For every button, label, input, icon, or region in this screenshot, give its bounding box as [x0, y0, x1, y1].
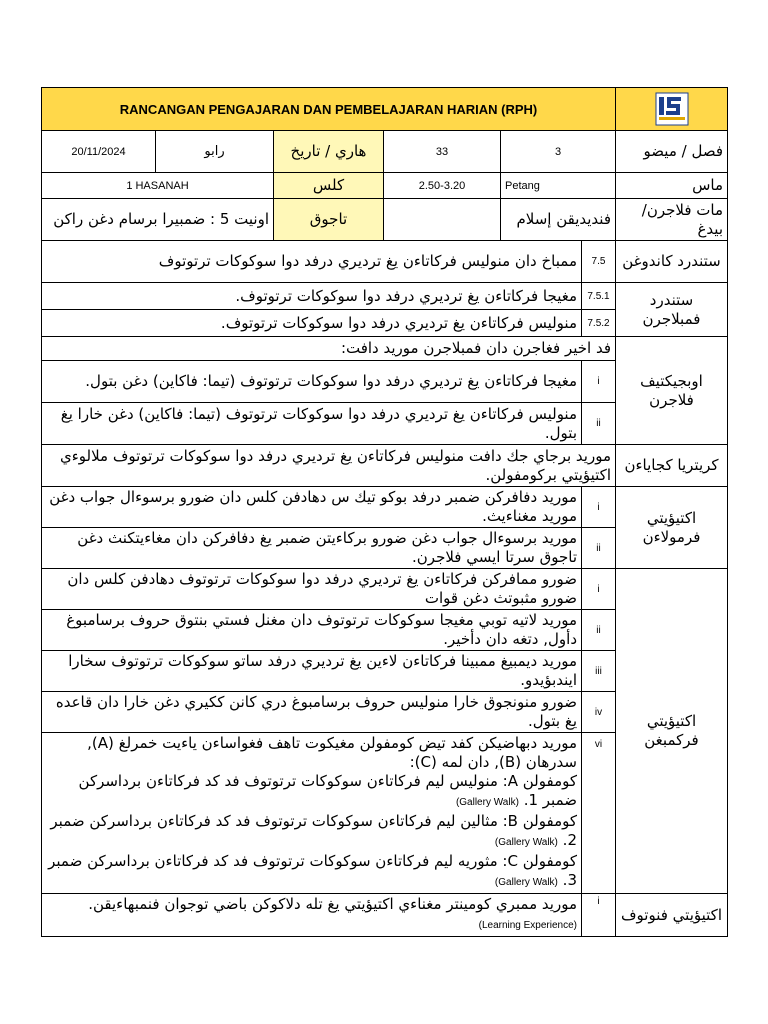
module-value: 3 [501, 131, 616, 173]
group-c [46, 852, 577, 892]
group-a-text: كومفولن A: منوليس ليم فركاتاءن سوكوكات ترتوتوف فد كد فركاتاءن برداسركن ضمبر 1. [78, 772, 577, 809]
class-row [42, 173, 728, 199]
main-activity-code: ii [582, 610, 616, 651]
group-activity-intro: موريد دبهاضيكن كفد تيض كومفولن مغيكوت تاهف فغواساءن ياءيت خمرلغ (A), سدرهان (B), دان لمه (C): [87, 734, 577, 771]
objective-code: i [582, 361, 616, 403]
objective-code: ii [582, 403, 616, 445]
title-row [42, 88, 728, 131]
learning-standard-label: ستندرد فمبلاجرن [616, 283, 728, 337]
group-a-note: (Gallery Walk) [455, 797, 519, 808]
main-activity-text: موريد ديمبيغ ممبينا فركاتاءن لاءين يغ ترديري درفد ساتو سوكوكات ترتوتوف سخارا ايندبؤيدو. [42, 651, 582, 692]
time-value: 2.50-3.20 [384, 173, 501, 199]
learning-standard-code: 7.5.2 [582, 310, 616, 337]
week-value: 33 [384, 131, 501, 173]
intro-activity-code: ii [582, 528, 616, 569]
group-activity-cell [42, 733, 582, 894]
success-criteria-row [42, 445, 728, 487]
learning-standard-text: منوليس فركاتاءن يغ ترديري درفد دوا سوكوكات ترتوتوف. [42, 310, 582, 337]
main-activity-code: iv [582, 692, 616, 733]
closing-activity-cell [42, 894, 582, 937]
success-criteria-label: كريتريا كجاياءن [616, 445, 728, 487]
intro-activity-text: موريد دفافركن ضمبر درفد بوكو تيك س دهادفن كلس دان ضورو برسوءال جواب دغن موريد مغناءيث. [42, 487, 582, 528]
topic-label: تاجوق [274, 199, 384, 241]
blank-cell [384, 199, 501, 241]
intro-activity-text: موريد برسوءال جواب دغن ضورو بركاءيتن ضمبر يغ دفافركن دان مغاءيتكنث دغن تاجوق سرتا ايسي فلاجرن. [42, 528, 582, 569]
group-a [46, 772, 577, 812]
rph-table [41, 87, 728, 937]
session-value: Petang [501, 173, 616, 199]
module-label: فصل / ميضو [616, 131, 728, 173]
intro-activity-row [42, 487, 728, 528]
learning-standard-row [42, 283, 728, 310]
objective-text: مغيجا فركاتاءن يغ ترديري درفد دوا سوكوكات ترتوتوف (تيما: فاكاين) دغن بتول. [42, 361, 582, 403]
content-standard-label: ستندرد كاندوغن [616, 241, 728, 283]
closing-activity-label: اكتيؤيتي فنوتوف [616, 894, 728, 937]
page-title: RANCANGAN PENGAJARAN DAN PEMBELAJARAN HARIAN (RPH) [42, 88, 616, 131]
group-c-note: (Gallery Walk) [494, 877, 558, 888]
group-b [46, 812, 577, 852]
content-standard-code: 7.5 [582, 241, 616, 283]
group-activity-code: vi [582, 733, 616, 894]
main-activity-code: iii [582, 651, 616, 692]
closing-activity-row [42, 894, 728, 937]
date-value: 20/11/2024 [42, 131, 156, 173]
objectives-intro: فد اخير فغاجرن دان فمبلاجرن موريد دافت: [42, 337, 616, 361]
learning-standard-text: مغيجا فركاتاءن يغ ترديري درفد دوا سوكوكات ترتوتوف. [42, 283, 582, 310]
ministry-logo-icon [655, 92, 689, 126]
content-standard-text: ممباخ دان منوليس فركاتاءن يغ ترديري درفد دوا سوكوكات ترتوتوف [42, 241, 582, 283]
closing-activity-note: (Learning Experience) [478, 920, 577, 931]
main-activity-label: اكتيؤيتي فركمبغن [616, 569, 728, 894]
intro-activity-label: اكتيؤيتي فرمولاءن [616, 487, 728, 569]
topic-row [42, 199, 728, 241]
objectives-label: اوبجيكتيف فلاجرن [616, 337, 728, 445]
rph-sheet [41, 87, 727, 937]
closing-activity-code: i [582, 894, 616, 937]
group-b-text: كومفولن B: مثالين ليم فركاتاءن سوكوكات ترتوتوف فد كد فركاتاءن برداسركن ضمبر 2. [50, 812, 577, 849]
day-value: رابو [156, 131, 274, 173]
group-c-text: كومفولن C: مثوريه ليم فركاتاءن سوكوكات ترتوتوف فد كد فركاتاءن برداسركن ضمبر 3. [48, 852, 577, 889]
main-activity-text: ضورو ممافركن فركاتاءن يغ ترديري درفد دوا سوكوكات ترتوتوف دهادفن كلس دان ضورو مثبوتث دغن قوات [42, 569, 582, 610]
subject-label: مات فلاجرن/ بيدغ [616, 199, 728, 241]
subject-code-label: ماس [616, 173, 728, 199]
main-activity-text: موريد لاتيه توبي مغيجا سوكوكات ترتوتوف دان مغنل فستي بنتوق حروف برسامبوغ دأول, دتغه دان دأخير. [42, 610, 582, 651]
main-activity-row [42, 569, 728, 610]
class-label: كلس [274, 173, 384, 199]
objectives-intro-row [42, 337, 728, 361]
logo-cell [616, 88, 728, 131]
group-b-note: (Gallery Walk) [494, 837, 558, 848]
main-activity-text: ضورو منونجوق خارا منوليس حروف برسامبوغ دري كانن ككيري دغن خارا دان قاعده يغ بتول. [42, 692, 582, 733]
date-row [42, 131, 728, 173]
success-criteria-text: موريد برجاي جك دافت منوليس فركاتاءن يغ ترديري درفد دوا سوكوكات ترتوتوف ملالوءي اكتيؤيتي بركومفولن. [42, 445, 616, 487]
class-value: 1 HASANAH [42, 173, 274, 199]
main-activity-code: i [582, 569, 616, 610]
subject-value: فنديديقن إسلام [501, 199, 616, 241]
closing-activity-text: موريد ممبري كومينتر مغناءي اكتيؤيتي يغ تله دلاكوكن باضي توجوان فنمبهاءيقن. [88, 895, 577, 913]
intro-activity-code: i [582, 487, 616, 528]
content-standard-row [42, 241, 728, 283]
unit-value: اونيت 5 : ضمبيرا برسام دغن راكن [42, 199, 274, 241]
day-label: هاري / تاريخ [274, 131, 384, 173]
learning-standard-code: 7.5.1 [582, 283, 616, 310]
objective-text: منوليس فركاتاءن يغ ترديري درفد دوا سوكوكات ترتوتوف (تيما: فاكاين) دغن خارا يغ بتول. [42, 403, 582, 445]
